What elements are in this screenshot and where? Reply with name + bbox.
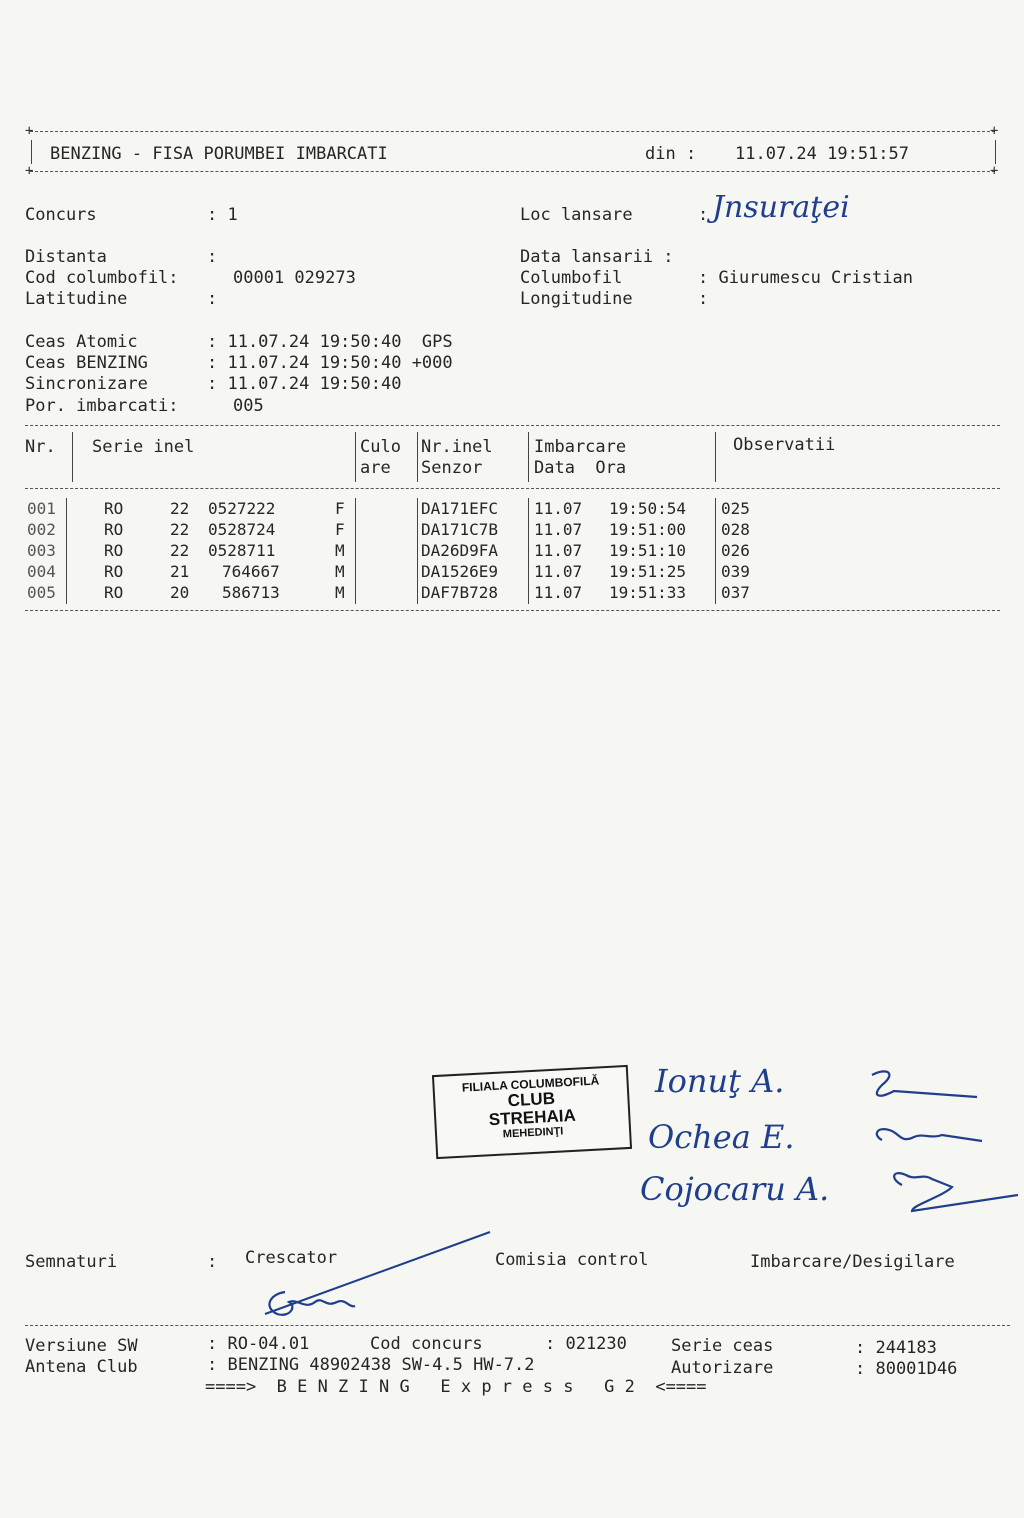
row-sensor: DA1526E9 xyxy=(421,562,499,581)
row-nr: 003 xyxy=(27,541,56,560)
row-country: RO xyxy=(104,520,124,539)
col-divider xyxy=(528,432,529,482)
loc-lansare-handwritten: Jnsuraţei xyxy=(712,190,850,225)
autorizare-label: Autorizare xyxy=(671,1358,774,1378)
row-ring: 0528711 xyxy=(208,541,276,560)
col-divider xyxy=(355,498,356,604)
row-observatii: 037 xyxy=(721,583,750,602)
cod-columbofil-value: 00001 029273 xyxy=(233,268,356,288)
cod-concurs-value: : 021230 xyxy=(545,1334,627,1354)
serie-ceas-value: : 244183 xyxy=(855,1338,937,1358)
col-header-imbarcare-2: Data Ora xyxy=(534,458,627,478)
crescator-signature xyxy=(245,1222,505,1332)
club-stamp xyxy=(432,1065,632,1159)
stamp-line-4: MEHEDINŢI xyxy=(502,1125,564,1141)
col-divider xyxy=(715,432,716,482)
versiune-sw-label: Versiune SW xyxy=(25,1336,138,1356)
serie-ceas-label: Serie ceas xyxy=(671,1336,774,1356)
comisia-control-label: Comisia control xyxy=(495,1250,649,1270)
row-nr: 004 xyxy=(27,562,56,581)
longitudine-label: Longitudine xyxy=(520,289,633,309)
row-sensor: DA26D9FA xyxy=(421,541,499,560)
commission-name-2: Ochea E. xyxy=(648,1118,795,1156)
header-left-bar xyxy=(31,140,32,164)
col-header-nrinel-1: Nr.inel xyxy=(421,437,493,457)
row-time: 19:50:54 xyxy=(609,499,687,518)
antena-club-label: Antena Club xyxy=(25,1357,138,1377)
row-date: 11.07 xyxy=(534,541,583,560)
rule-corner: + xyxy=(990,163,999,179)
row-sex: M xyxy=(335,583,345,602)
express-banner: ====> B E N Z I N G E x p r e s s G 2 <==== xyxy=(205,1377,707,1397)
row-date: 11.07 xyxy=(534,499,583,518)
col-divider xyxy=(417,498,418,604)
row-year: 22 xyxy=(170,541,190,560)
row-time: 19:51:10 xyxy=(609,541,687,560)
col-header-imbarcare-1: Imbarcare xyxy=(534,437,627,457)
stamp-line-2: CLUB xyxy=(507,1088,556,1111)
concurs-value: : 1 xyxy=(207,205,238,225)
col-divider xyxy=(355,432,356,482)
footer-top-rule xyxy=(25,1325,1010,1326)
ceas-atomic-label: Ceas Atomic xyxy=(25,332,138,352)
row-year: 21 xyxy=(170,562,190,581)
row-country: RO xyxy=(104,541,124,560)
col-divider xyxy=(66,498,67,604)
columbofil-value: : Giurumescu Cristian xyxy=(698,268,913,288)
stamp-line-3: STREHAIA xyxy=(488,1105,577,1130)
header-top-rule xyxy=(30,131,995,132)
rule-corner: + xyxy=(25,123,34,139)
distanta-label: Distanta xyxy=(25,247,107,267)
row-date: 11.07 xyxy=(534,562,583,581)
document-title: BENZING - FISA PORUMBEI IMBARCATI xyxy=(50,144,388,164)
print-date-label: din : xyxy=(645,144,697,164)
row-ring: 0528724 xyxy=(208,520,276,539)
ceas-benzing-value: : 11.07.24 19:50:40 +000 xyxy=(207,353,453,373)
row-observatii: 026 xyxy=(721,541,750,560)
row-country: RO xyxy=(104,499,124,518)
autorizare-value: : 80001D46 xyxy=(855,1359,958,1379)
semnaturi-label: Semnaturi xyxy=(25,1252,118,1272)
col-header-culoare-1: Culo xyxy=(360,437,401,457)
commission-name-3: Cojocaru A. xyxy=(640,1170,830,1208)
row-date: 11.07 xyxy=(534,583,583,602)
row-nr: 005 xyxy=(27,583,56,602)
row-nr: 001 xyxy=(27,499,56,518)
latitudine-value: : xyxy=(207,289,218,309)
stamp-line-1: FILIALA COLUMBOFILĂ xyxy=(461,1073,600,1095)
distanta-value: : xyxy=(207,247,218,267)
row-sex: M xyxy=(335,541,345,560)
cod-concurs-label: Cod concurs xyxy=(370,1334,483,1354)
row-date: 11.07 xyxy=(534,520,583,539)
concurs-label: Concurs xyxy=(25,205,97,225)
row-country: RO xyxy=(104,583,124,602)
row-sex: M xyxy=(335,562,345,581)
loc-lansare-label: Loc lansare xyxy=(520,205,633,225)
header-right-bar xyxy=(995,140,996,164)
row-ring: 0527222 xyxy=(208,499,276,518)
table-header-rule xyxy=(25,488,1000,489)
commission-signatures xyxy=(842,1055,1022,1225)
row-time: 19:51:00 xyxy=(609,520,687,539)
col-divider xyxy=(528,498,529,604)
cod-columbofil-label: Cod columbofil: xyxy=(25,268,179,288)
row-nr: 002 xyxy=(27,520,56,539)
rule-corner: + xyxy=(25,163,34,179)
porumbei-imbarcati-value: 005 xyxy=(233,396,264,416)
header-bottom-rule xyxy=(30,171,995,172)
sincronizare-label: Sincronizare xyxy=(25,374,148,394)
columbofil-label: Columbofil xyxy=(520,268,623,288)
col-divider xyxy=(715,498,716,604)
latitudine-label: Latitudine xyxy=(25,289,128,309)
col-header-nr: Nr. xyxy=(25,437,56,457)
data-lansarii-label: Data lansarii : xyxy=(520,247,674,267)
imbarcare-desigilare-label: Imbarcare/Desigilare xyxy=(750,1252,955,1272)
col-header-culoare-2: are xyxy=(360,458,391,478)
commission-name-1: Ionuţ A. xyxy=(655,1062,785,1100)
ceas-benzing-label: Ceas BENZING xyxy=(25,353,148,373)
row-time: 19:51:25 xyxy=(609,562,687,581)
semnaturi-colon: : xyxy=(207,1252,218,1272)
row-sex: F xyxy=(335,520,345,539)
table-bottom-rule xyxy=(25,610,1000,611)
crescator-label: Crescator xyxy=(245,1248,338,1268)
row-observatii: 028 xyxy=(721,520,750,539)
sincronizare-value: : 11.07.24 19:50:40 xyxy=(207,374,402,394)
row-ring: 764667 xyxy=(222,562,280,581)
loc-lansare-colon: : xyxy=(698,205,709,225)
col-divider xyxy=(417,432,418,482)
row-observatii: 039 xyxy=(721,562,750,581)
row-ring: 586713 xyxy=(222,583,280,602)
row-sensor: DAF7B728 xyxy=(421,583,499,602)
row-observatii: 025 xyxy=(721,499,750,518)
row-time: 19:51:33 xyxy=(609,583,687,602)
col-divider xyxy=(72,432,73,482)
row-sensor: DA171EFC xyxy=(421,499,499,518)
ceas-atomic-value: : 11.07.24 19:50:40 GPS xyxy=(207,332,453,352)
row-year: 22 xyxy=(170,499,190,518)
row-country: RO xyxy=(104,562,124,581)
row-sensor: DA171C7B xyxy=(421,520,499,539)
longitudine-value: : xyxy=(698,289,709,309)
row-sex: F xyxy=(335,499,345,518)
col-header-observatii: Observatii xyxy=(733,435,836,455)
row-year: 20 xyxy=(170,583,190,602)
print-date-value: 11.07.24 19:51:57 xyxy=(735,144,909,164)
col-header-nrinel-2: Senzor xyxy=(421,458,483,478)
versiune-sw-value: : RO-04.01 xyxy=(207,1334,310,1354)
porumbei-imbarcati-label: Por. imbarcati: xyxy=(25,396,179,416)
col-header-serie-inel: Serie inel xyxy=(92,437,195,457)
table-top-rule xyxy=(25,425,1000,426)
rule-corner: + xyxy=(990,123,999,139)
antena-club-value: : BENZING 48902438 SW-4.5 HW-7.2 xyxy=(207,1355,535,1375)
row-year: 22 xyxy=(170,520,190,539)
